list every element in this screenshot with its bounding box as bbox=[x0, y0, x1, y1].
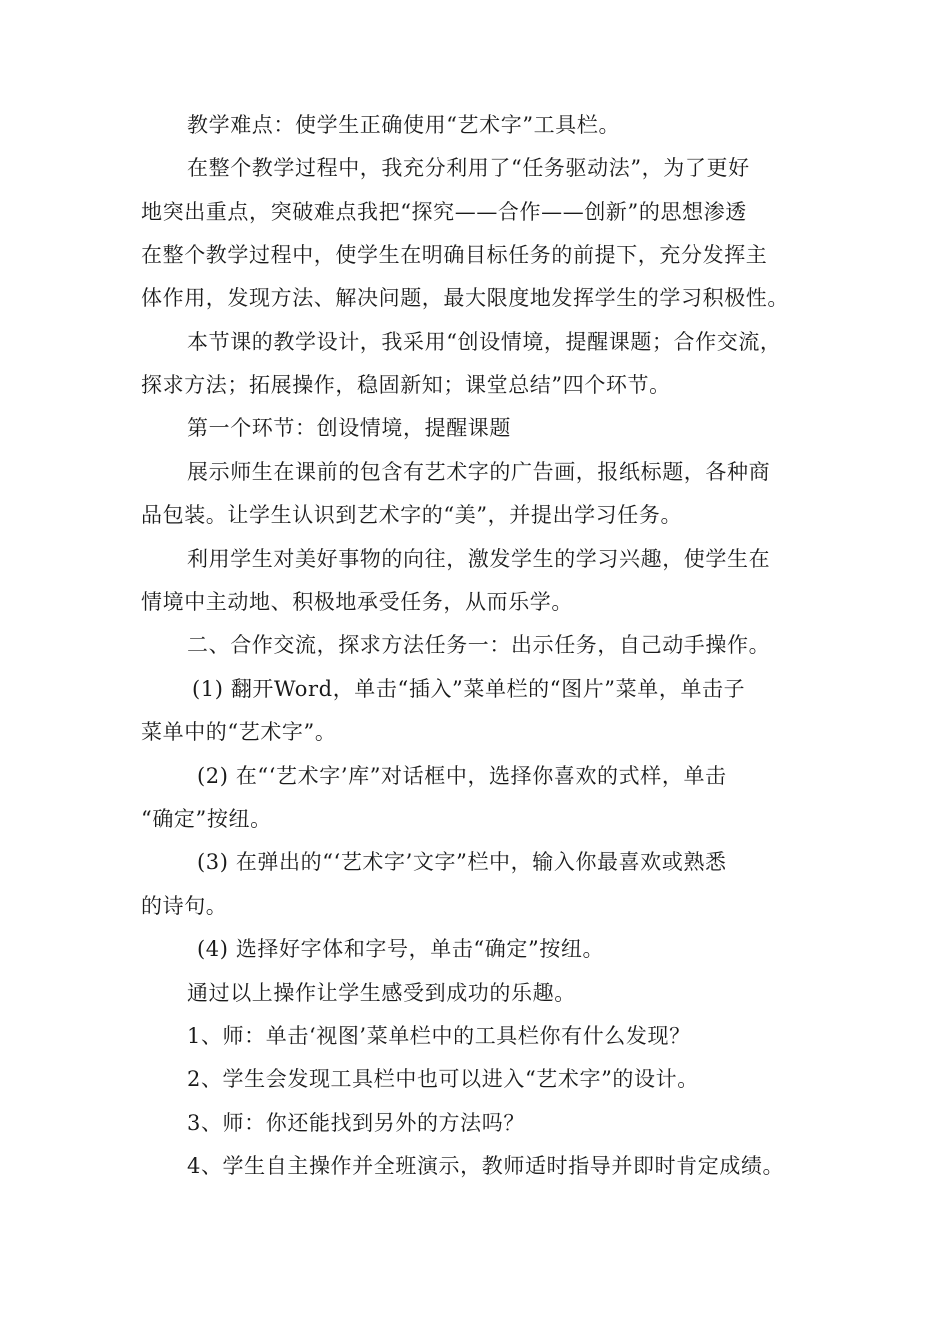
paragraph-line: 情境中主动地、积极地承受任务，从而乐学。 bbox=[141, 590, 573, 614]
step-line: (4) 选择好字体和字号，单击“确定”按纽。 bbox=[197, 937, 605, 961]
paragraph-line: 通过以上操作让学生感受到成功的乐趣。 bbox=[187, 981, 576, 1005]
step-line: “确定”按纽。 bbox=[141, 807, 272, 831]
step-line: (1) 翻开Word，单击“插入”菜单栏的“图片”菜单，单击子 bbox=[192, 677, 746, 701]
list-item: 2、学生会发现工具栏中也可以进入“艺术字”的设计。 bbox=[187, 1067, 699, 1091]
paragraph-line: 教学难点：使学生正确使用“艺术字”工具栏。 bbox=[187, 113, 621, 137]
paragraph-line: 品包装。让学生认识到艺术字的“美”，并提出学习任务。 bbox=[141, 503, 683, 527]
section-heading: 第一个环节：创设情境，提醒课题 bbox=[187, 416, 511, 440]
step-line: 菜单中的“艺术字”。 bbox=[141, 720, 337, 744]
paragraph-line: 探求方法；拓展操作，稳固新知；课堂总结”四个环节。 bbox=[141, 373, 671, 397]
list-item: 3、师：你还能找到另外的方法吗？ bbox=[187, 1111, 525, 1135]
step-line: (2) 在“‘艺术字’库”对话框中，选择你喜欢的式样，单击 bbox=[197, 764, 727, 788]
paragraph-line: 在整个教学过程中，我充分利用了“任务驱动法”，为了更好 bbox=[187, 156, 750, 180]
paragraph-line: 利用学生对美好事物的向往，激发学生的学习兴趣，使学生在 bbox=[187, 547, 771, 571]
list-item: 1、师：单击‘视图’菜单栏中的工具栏你有什么发现？ bbox=[187, 1024, 691, 1048]
paragraph-line: 展示师生在课前的包含有艺术字的广告画，报纸标题，各种商 bbox=[187, 460, 771, 484]
section-heading: 二、合作交流，探求方法任务一：出示任务，自己动手操作。 bbox=[187, 633, 771, 657]
step-line: (3) 在弹出的“‘艺术字’文字”栏中，输入你最喜欢或熟悉 bbox=[197, 850, 727, 874]
step-line: 的诗句。 bbox=[141, 894, 228, 918]
paragraph-line: 本节课的教学设计，我采用“创设情境，提醒课题；合作交流， bbox=[187, 330, 782, 354]
paragraph-line: 在整个教学过程中，使学生在明确目标任务的前提下，充分发挥主 bbox=[141, 243, 768, 267]
list-item: 4、学生自主操作并全班演示，教师适时指导并即时肯定成绩。 bbox=[187, 1154, 785, 1178]
paragraph-line: 体作用，发现方法、解决问题，最大限度地发挥学生的学习积极性。 bbox=[141, 286, 789, 310]
paragraph-line: 地突出重点，突破难点我把“探究——合作——创新”的思想渗透 bbox=[141, 200, 747, 224]
